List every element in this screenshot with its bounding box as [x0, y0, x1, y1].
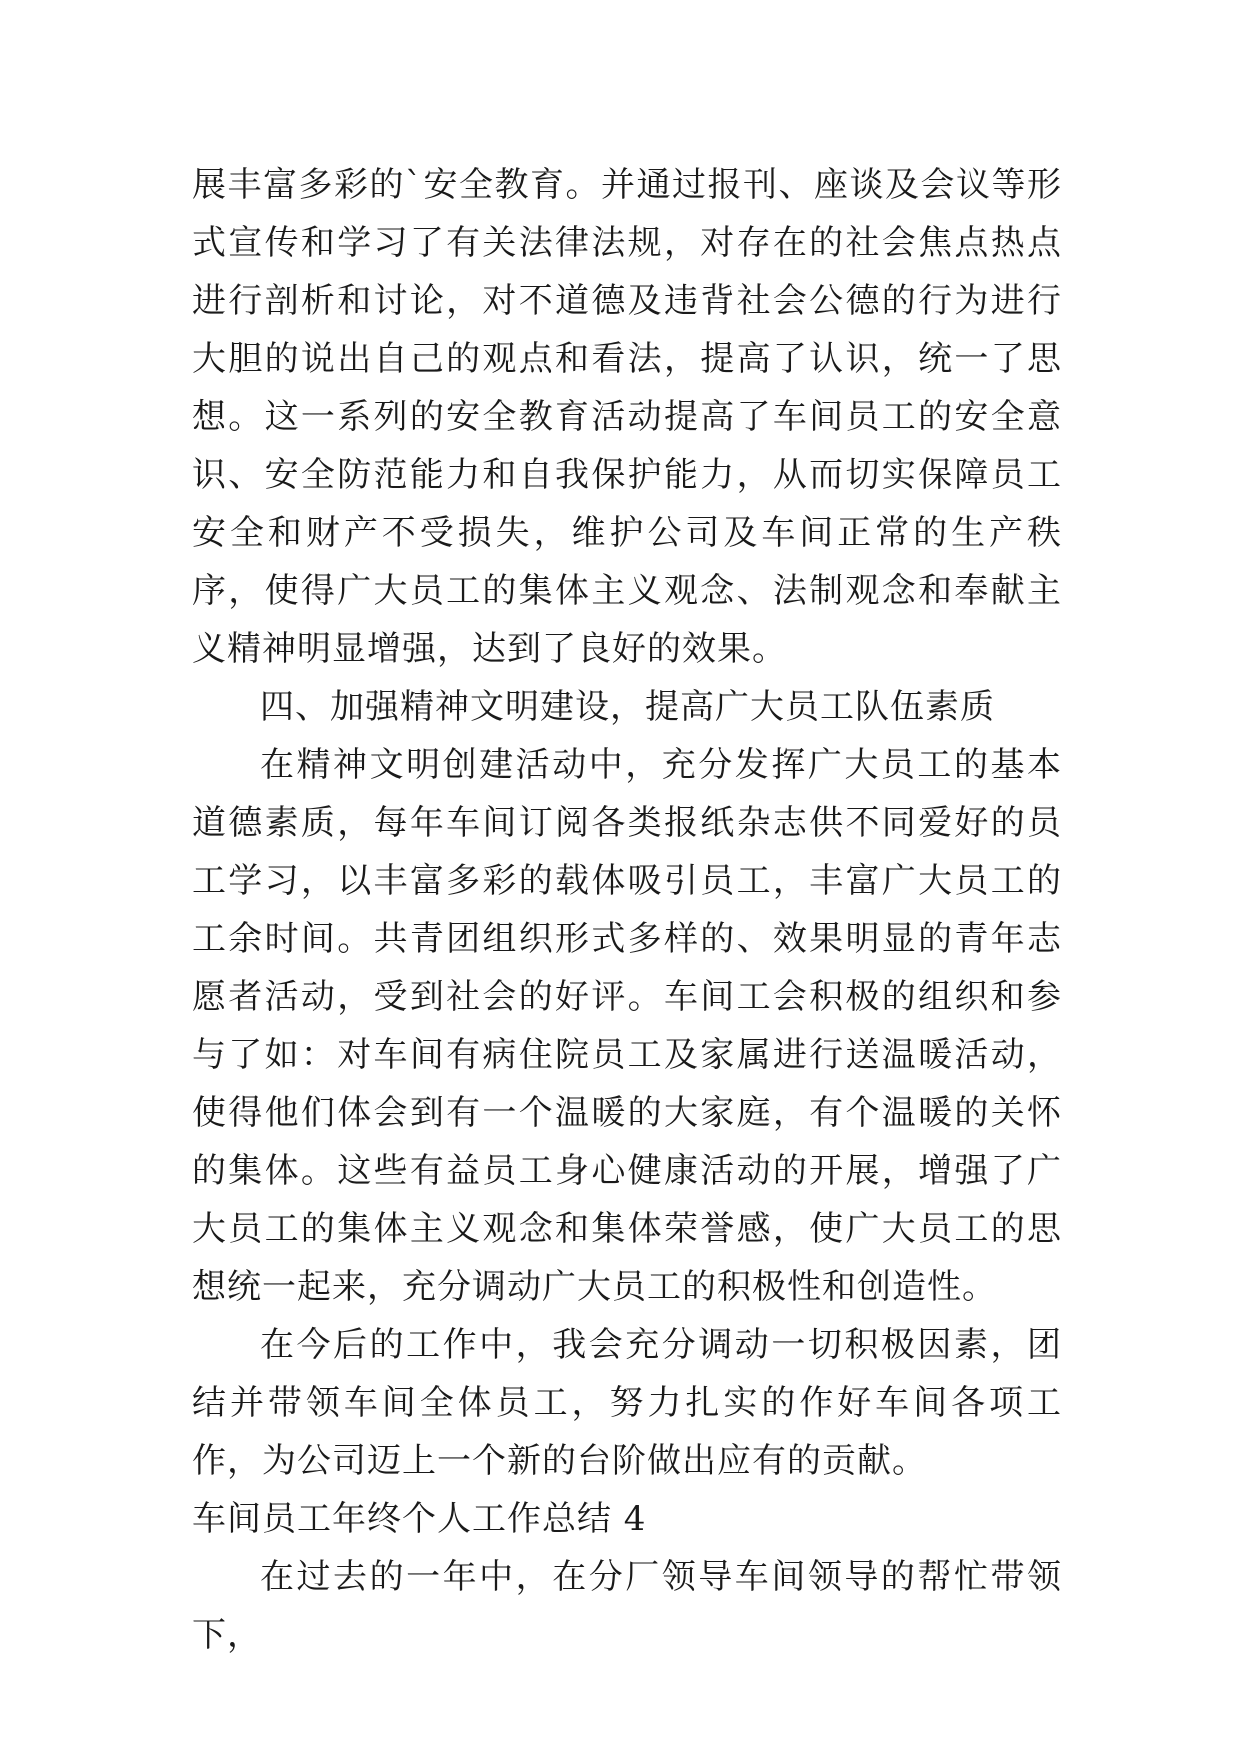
document-title: 车间员工年终个人工作总结 4	[192, 1499, 647, 1539]
paragraph-spiritual-civilization: 在精神文明创建活动中，充分发挥广大员工的基本道德素质，每年车间订阅各类报纸杂志供不同爱好的员工学习，以丰富多彩的载体吸引员工，丰富广大员工的工余时间。共青团组织形式多样的、效果明显的青年志愿者活动，受到社会的好评。车间工会积极的组织和参与了如：对车间有病住院员工及家属进行送温暖活动，使得他们体会到有一个温暖的大家庭，有个温暖的关怀的集体。这些有益员工身心健康活动的开展，增强了广大员工的集体主义观念和集体荣誉感，使广大员工的思想统一起来，充分调动广大员工的积极性和创造性。	[192, 745, 1062, 1307]
section-heading: 四、加强精神文明建设，提高广大员工队伍素质	[260, 687, 995, 727]
paragraph-past-year: 在过去的一年中，在分厂领导车间领导的帮忙带领下，	[192, 1557, 1062, 1655]
paragraph-future-work: 在今后的工作中，我会充分调动一切积极因素，团结并带领车间全体员工，努力扎实的作好车间各项工作，为公司迈上一个新的台阶做出应有的贡献。	[192, 1325, 1062, 1481]
document-body	[192, 156, 1062, 1664]
paragraph-continuation: 展丰富多彩的`安全教育。并通过报刊、座谈及会议等形式宣传和学习了有关法律法规，对存在的社会焦点热点进行剖析和讨论，对不道德及违背社会公德的行为进行大胆的说出自己的观点和看法，提高了认识，统一了思想。这一系列的安全教育活动提高了车间员工的安全意识、安全防范能力和自我保护能力，从而切实保障员工安全和财产不受损失，维护公司及车间正常的生产秩序，使得广大员工的集体主义观念、法制观念和奉献主义精神明显增强，达到了良好的效果。	[192, 165, 1062, 669]
